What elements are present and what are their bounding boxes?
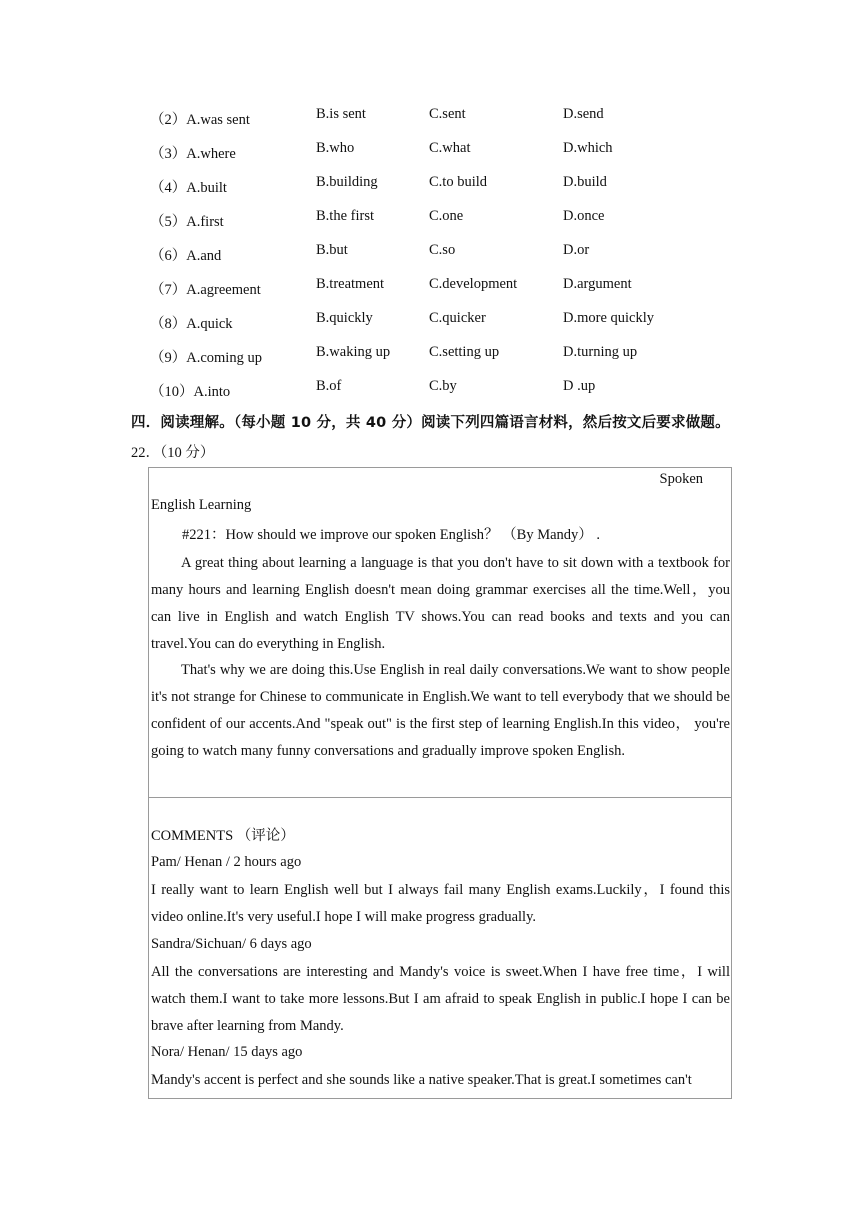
option-row [150,344,730,378]
comment-text: Mandy's accent is perfect and she sounds like a native speaker.That is great.I sometimes can't [151,1072,692,1088]
comment-author: Pam/ Henan / 2 hours ago [151,854,302,870]
option-a: （2）A.was sent [150,112,250,128]
option-row [150,106,730,140]
comment-text: All the conversations are interesting and Mandy's voice is sweet.When I have free time，I will watch them.I want to take more lessons.But I am afraid to speak English in public.I hope I can be brave after learning from Mandy. [151,964,730,1034]
option-b: B.who [316,140,355,156]
option-b: B.waking up [316,344,391,360]
option-b: B.but [316,242,348,258]
option-d: D .up [563,378,596,394]
option-row [150,378,730,412]
comment-author: Sandra/Sichuan/ 6 days ago [151,936,312,952]
option-c: C.to build [429,174,488,190]
comment-text: I really want to learn English well but I always fail many English exams.Luckily，I found this video online.It's very useful.I hope I will make progress gradually. [151,882,730,925]
option-row [150,208,730,242]
option-a: （8）A.quick [150,316,233,332]
option-d: D.build [563,174,607,190]
option-a: （5）A.first [150,214,224,230]
post-line: #221：How should we improve our spoken English？ （By Mandy） . [182,527,601,543]
option-a: （10）A.into [150,384,231,400]
question-number: 22．（10 分） [131,445,215,461]
article-title-part2: English Learning [151,497,252,513]
answer-options-table [150,106,730,412]
option-b: B.the first [316,208,374,224]
option-c: C.development [429,276,518,292]
option-a: （9）A.coming up [150,350,262,366]
option-d: D.or [563,242,590,258]
option-b: B.treatment [316,276,385,292]
article-section [149,468,731,798]
article-title-part1: Spoken [659,471,703,487]
option-a: （3）A.where [150,146,236,162]
option-c: C.by [429,378,457,394]
option-c: C.what [429,140,471,156]
comment-author: Nora/ Henan/ 15 days ago [151,1044,303,1060]
option-d: D.send [563,106,604,122]
comments-heading: COMMENTS （评论） [151,828,295,844]
option-d: D.more quickly [563,310,655,326]
option-b: B.of [316,378,342,394]
option-d: D.once [563,208,605,224]
option-a: （4）A.built [150,180,227,196]
article-paragraph: A great thing about learning a language is that you don't have to sit down with a textbook for many hours and learning English doesn't mean doing grammar exercises all the time.Well，you can live in English and watch English TV shows.You can read books and texts and you can travel.You can do everything in English. [151,555,730,652]
option-b: B.quickly [316,310,373,326]
option-row [150,310,730,344]
comments-section [149,798,731,1098]
option-a: （7）A.agreement [150,282,261,298]
option-c: C.so [429,242,456,258]
option-c: C.quicker [429,310,486,326]
section-heading: 四．阅读理解。（每小题 10 分，共 40 分）阅读下列四篇语言材料，然后按文后要求做题。 [131,415,730,431]
option-row [150,140,730,174]
option-c: C.setting up [429,344,500,360]
option-c: C.one [429,208,464,224]
article-paragraph: That's why we are doing this.Use English in real daily conversations.We want to show people it's not strange for Chinese to communicate in English.We want to tell everybody that we should be confident of our accents.And "speak out" is the first step of learning English.In this video， you're going to watch many funny conversations and gradually improve spoken English. [151,662,730,759]
option-b: B.building [316,174,378,190]
option-row [150,174,730,208]
option-c: C.sent [429,106,466,122]
option-row [150,276,730,310]
option-d: D.which [563,140,613,156]
option-a: （6）A.and [150,248,222,264]
option-row [150,242,730,276]
option-b: B.is sent [316,106,366,122]
option-d: D.turning up [563,344,638,360]
option-d: D.argument [563,276,632,292]
reading-passage-box [148,467,732,1099]
